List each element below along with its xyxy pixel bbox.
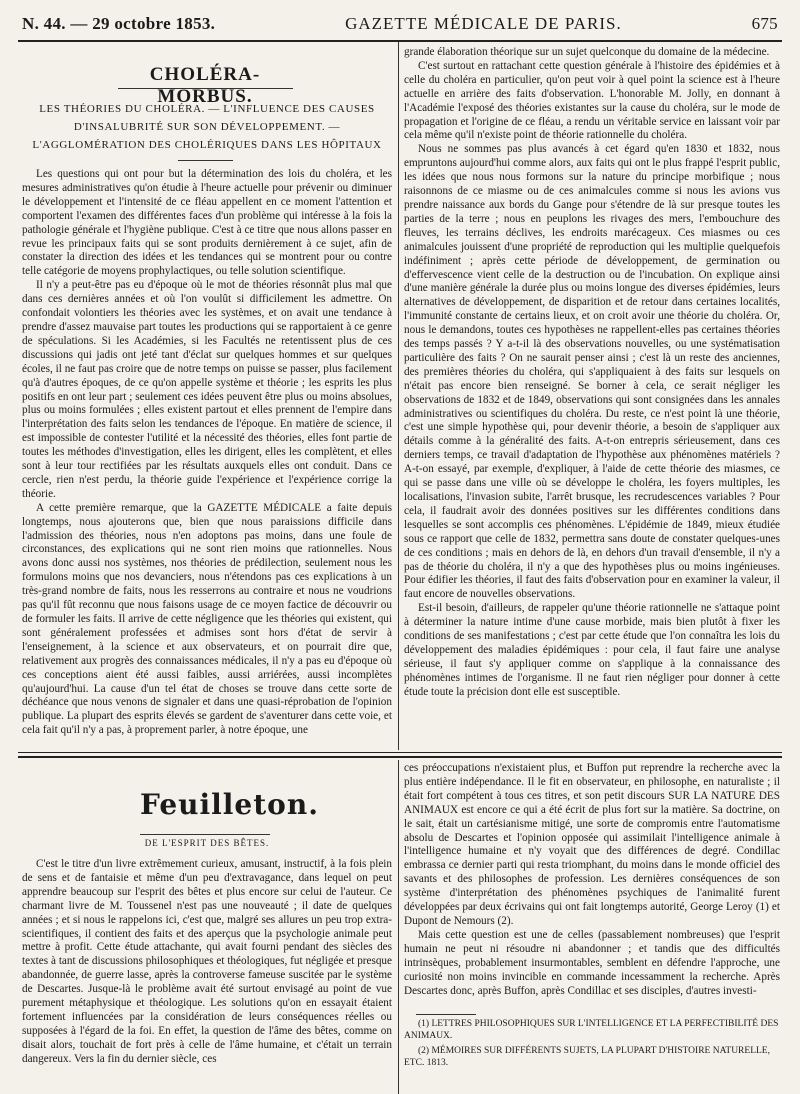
article-paragraph: C'est surtout en rattachant cette question générale à l'histoire des épidémies et à celle du choléra en particulier, qu'on peut voir à quel point la science est à l'heure actuelle en arrière des faits d'observation. L'honorable M. Jolly, en donnant à l'Académie l'exposé des théories existantes sur la cause du choléra, sur le mode de propagation et l'origine de ce fléau, a rendu un véritable service en laissant voir par cela même qu'il n'existe point de théorie rationnelle du choléra. bbox=[404, 59, 780, 142]
feuilleton-subtitle: DE L'ESPRIT DES BÊTES. bbox=[144, 838, 270, 848]
feuilleton-left-column bbox=[22, 858, 392, 1094]
header-rule bbox=[18, 40, 782, 42]
subtitle-rule bbox=[178, 160, 233, 161]
article-paragraph: A cette première remarque, que la GAZETTE MÉDICALE a faite depuis longtemps, nous ajouterons que, bien que nous paraissions difficile dans l'admission des théories, nous n'en adoptons pas moins, dans une foule de circonstances, des explications qui ne sont rien moins que rationnelles. Nous avons donc aussi nos systèmes, nos théories de prédilection, seulement nous les formulons moins que nos devanciers, nous n'étendons pas ces explications à un très-grand nombre de faits, nous les resserrons au contraire et nous ne voudrions pas qu'il fût reconnu que nous faisons usage de ce moyen factice de découvrir ou de formuler les faits. Il arrive de cette négligence que les théories qui existent, qui sont généralement professées et admises sont hors d'état de servir à l'enseignement, à la science et aux observateurs, et on pourrait dire que, relativement aux progrès des connaissances médicales, il n'y a pas eu d'époque où ces conceptions aient été aussi faibles, aussi arriérées, aussi incomplètes qu'aujourd'hui. La cause d'un tel état de choses se trouve dans cette sorte de déchéance que nous venons de signaler et dans une quasi-réprobation de l'opinion publique. La plupart des esprits élevés se gardent de s'aventurer dans cette voie, et cela fait qu'il n'y a pas, à proprement parler, à notre époque, une bbox=[22, 501, 392, 737]
feuilleton-paragraph: C'est le titre d'un livre extrêmement curieux, amusant, instructif, à la fois plein de sens et de fantaisie et même d'un peu d'extravagance, dans lequel on peut apprendre beaucoup sur l'esprit des bêtes et plus encore sur celui de l'auteur. Ce charmant livre de M. Toussenel n'est pas une nouveauté ; il date de quelques années ; et si nous le rappelons ici, c'est que, malgré ses allures un peu trop extra-scientifiques, il contient des faits et des aperçus que la psychologie animale peut mettre à profit. Cette étude attachante, qui avait fourni pendant des siècles des textes à tant de discussions philosophiques et théologiques, fut négligée et presque abandonnée, de guerre lasse, après la controverse fameuse suscitée par le système de Descartes. Jusque-là le problème avait été surtout envisagé au point de vue purement métaphysique et théologique. Les solutions qu'on en essayait étaient fortement influencées par la considération de leurs conséquences réelles ou supposées à l'égard de la foi. En effet, la question de l'âme des bêtes, comme on disait alors, touchait de fort près à celle de l'âme humaine, et c'était un terrain dangereux. Vers la fin du dernier siècle, ces bbox=[22, 858, 392, 1065]
article-paragraph: Les questions qui ont pour but la détermination des lois du choléra, et les mesures administratives qu'on étudie à l'heure actuelle pour prévenir ou diminuer le développement et l'intensité de ce fléau appellent en ce moment l'attention et comportent l'examen des différentes faces d'un problème qui intéresse à la fois la pathologie générale et l'hygiène publique. C'est à ce titre que nous allons passer en revue les principaux faits qui se sont produits dernièrement à ce sujet, afin de constater la direction des idées et les tendances qui se montrent pour ou contre telle catégorie de moyens prophylactiques, ou telle solution scientifique. bbox=[22, 168, 392, 278]
article-paragraph: Nous ne sommes pas plus avancés à cet égard qu'en 1830 et 1832, nous empruntons aujourd'hui comme alors, aux faits qui ont le plus frappé l'esprit public, les idées que nous nous formons sur la nature du principe morbifique ; nous raisonnons de ce miasme ou de ces animalcules comme si nous les avions vus prendre naissance aux bords du Gange pour s'étendre de là sur presque toutes les parties de la terre ; nous en peuplons les rivages des mers, l'embouchure des fleuves, les terrains déclives, les endroits marécageux. Ces miasmes ou ces animalcules jouissent d'une propriété de reproduction qui les multiplie quelquefois indéfiniment ; après cette période de développement, de germination ou d'effervescence vient celle de la destruction ou de l'incubation. On explique ainsi d'une manière générale la durée plus ou moins longue des diverses épidémies, leurs alternatives de développement, de disparition et de retour dans certaines localités, l'immunité constante de certains lieux, et on croit avoir une théorie du choléra. Or, nous le demandons, toutes ces hypothèses ne rappellent-elles pas certaines théories des temps passés ? Y a-t-il là des observations nouvelles, ou une systématisation particulière des faits ? On ne saurait penser ainsi ; c'est là un reste des anciennes, des premières théories du choléra, qui s'appliquaient à des faits sur lesquels on n'était pas encore bien renseigné. Se borner à cela, ce serait négliger les observations de 1832 et de 1849, observations qui sont consignées dans les annales administratives ou scientifiques du choléra. Du reste, ce n'est point là une théorie, c'est une simple hypothèse qui, pour devenir théorie, a besoin de s'appliquer aux détails comme à la généralité des faits. A-t-on entrepris sérieusement, dans ces derniers temps, ce travail d'adaptation de l'hypothèse aux phénomènes matériels ? A-t-on essayé, par exemple, d'expliquer, à l'aide de cette théorie des miasmes, ce qui se passe dans une ville où se développe le choléra, les foyers multiples, les localisations, l'invasion subite, l'arrêt brusque, les recrudescences variables ? Pour cela, il faudrait avoir des données positives sur les différentes conditions dans lesquelles se sont accomplis ces phénomènes. L'épidémie de 1849, mieux étudiée sous ce rapport que celle de 1832, permettra sans doute de constater quelques-unes de ces conditions ; mais en dehors de là, en dehors d'un travail d'ensemble, il n'y a pas de théorie du choléra, il n'y a que des hypothèses plus ou moins ingénieuses. Pour édifier les théories, il faut des faits d'observation pour en examiner la valeur, il faut encore de nouvelles observations. bbox=[404, 143, 780, 601]
article-paragraph: Il n'y a peut-être pas eu d'époque où le mot de théories résonnât plus mal que dans ces dernières années et où l'on voulût si difficilement les admettre. On confondait volontiers les théories avec les systèmes, et on avait une tendance à prendre d'assez mauvaise part toutes les productions qui se rapportaient à ce genre de spéculations. Si les Académies, si les Facultés ne retentissent plus de ces discussions qui jadis ont jeté tant d'éclat sur quelques hommes et sur quelques écoles, il ne faut pas croire que de notre temps on puisse se passer, plus facilement qu'à d'autres époques, de ce qu'on appelle système et théorie ; les esprits les plus positifs en ont leur part ; seulement ces idées peuvent être plus ou moins absolues, plus ou moins formulées ; elles existent partout et elles prennent de l'empire dans l'interprétation des faits selon les tendances de l'époque. En matière de science, il est impossible de contester l'utilité et la nécessité des théories, elles font partie de toutes les méthodes d'investigation, elles les dirigent, elles les complètent, et elles sont à leur tour rectifiées par les résultats auxquels elles ont conduit. Dans ce cercle, rien n'est perdu, la théorie guide l'expérience et l'expérience corrige la théorie. bbox=[22, 279, 392, 500]
feuilleton-rule bbox=[140, 834, 270, 835]
footnote: (2) MÉMOIRES SUR DIFFÉRENTS SUJETS, LA PLUPART D'HISTOIRE NATURELLE, ETC. 1813. bbox=[404, 1046, 770, 1068]
section-rule-thick bbox=[18, 756, 782, 758]
column-divider-bottom bbox=[398, 760, 399, 1094]
page-header bbox=[22, 14, 778, 38]
feuilleton-paragraph: Mais cette question est une de celles (passablement nombreuses) que l'esprit humain ne peut ni résoudre ni abandonner ; et tandis que des difficultés intrinsèques, probablement insurmontables, semblent en défendre l'approche, une curiosité non moins invincible en commande incessamment la recherche. Après Descartes donc, après Buffon, après Condillac et ses disciples, d'autres investi- bbox=[404, 928, 780, 997]
feuilleton-paragraph: ces préoccupations n'existaient plus, et Buffon put reprendre la recherche avec la plus entière indépendance. Il le fit en observateur, en philosophe, en naturaliste ; il était fort compétent à tous ces titres, et son petit discours SUR LA NATURE DES ANIMAUX est encore ce qui a été écrit de plus fort sur la matière. Sa doctrine, on le sait, était un cartésianisme mitigé, une sorte de compromis entre l'automatisme absolu de Descartes et l'opinion opposée qui assimilait l'intelligence animale à l'intelligence humaine et n'y voyait que des différences de degré. Condillac embrassa ce dernier parti qui resta triomphant, du moins dans le monde officiel des savants et des philosophes de profession. Les dernières conséquences de son système d'interprétation des phénomènes psychiques de l'animalité furent développées par deux écrivains qui ont fait longtemps autorité, George Leroy (1) et Dupont de Nemours (2). bbox=[404, 762, 780, 927]
article-right-column bbox=[404, 46, 780, 750]
article-paragraph: Est-il besoin, d'ailleurs, de rappeler qu'une théorie rationnelle ne s'attaque point à déterminer la nature intime d'une cause morbide, mais bien plutôt à fixer les conditions de ses manifestations ; c'est par cette étude que l'on connaîtra les lois du développement des maladies épidémiques : pour cela, il faut faire une analyse sérieuse, il faut s'y appliquer comme on s'applique à la connaissance des phénomènes intimes de l'organisme. Il ne faut rien négliger pour donner à cette étude toute la précision dont elle est susceptible. bbox=[404, 602, 780, 698]
footnote-rule bbox=[416, 1014, 476, 1015]
article-left-column bbox=[22, 168, 392, 750]
article-paragraph: grande élaboration théorique sur un sujet quelconque du domaine de la médecine. bbox=[404, 46, 770, 58]
column-divider-top bbox=[398, 42, 399, 750]
article-title: CHOLÉRA-MORBUS. bbox=[149, 64, 261, 107]
section-rule bbox=[18, 752, 782, 753]
feuilleton-right-column bbox=[404, 762, 780, 1012]
title-rule bbox=[118, 88, 293, 89]
footnote: (1) LETTRES PHILOSOPHIQUES SUR L'INTELLIGENCE ET LA PERFECTIBILITÉ DES ANIMAUX. bbox=[404, 1019, 779, 1041]
article-subtitle: LES THÉORIES DU CHOLÉRA. — L'INFLUENCE DES CAUSES D'INSALUBRITÉ SUR SON DÉVELOPPEMENT. — L'AGGLOMÉRATION DES CHOLÉRIQUES DANS LES HÔPITAUX bbox=[32, 103, 382, 151]
issue-date: N. 44. — 29 octobre 1853. bbox=[22, 14, 216, 33]
page-number: 675 bbox=[751, 14, 778, 33]
footnotes bbox=[404, 1018, 780, 1072]
feuilleton-title: Feuilleton. bbox=[140, 788, 319, 821]
journal-name: GAZETTE MÉDICALE DE PARIS. bbox=[345, 14, 622, 33]
